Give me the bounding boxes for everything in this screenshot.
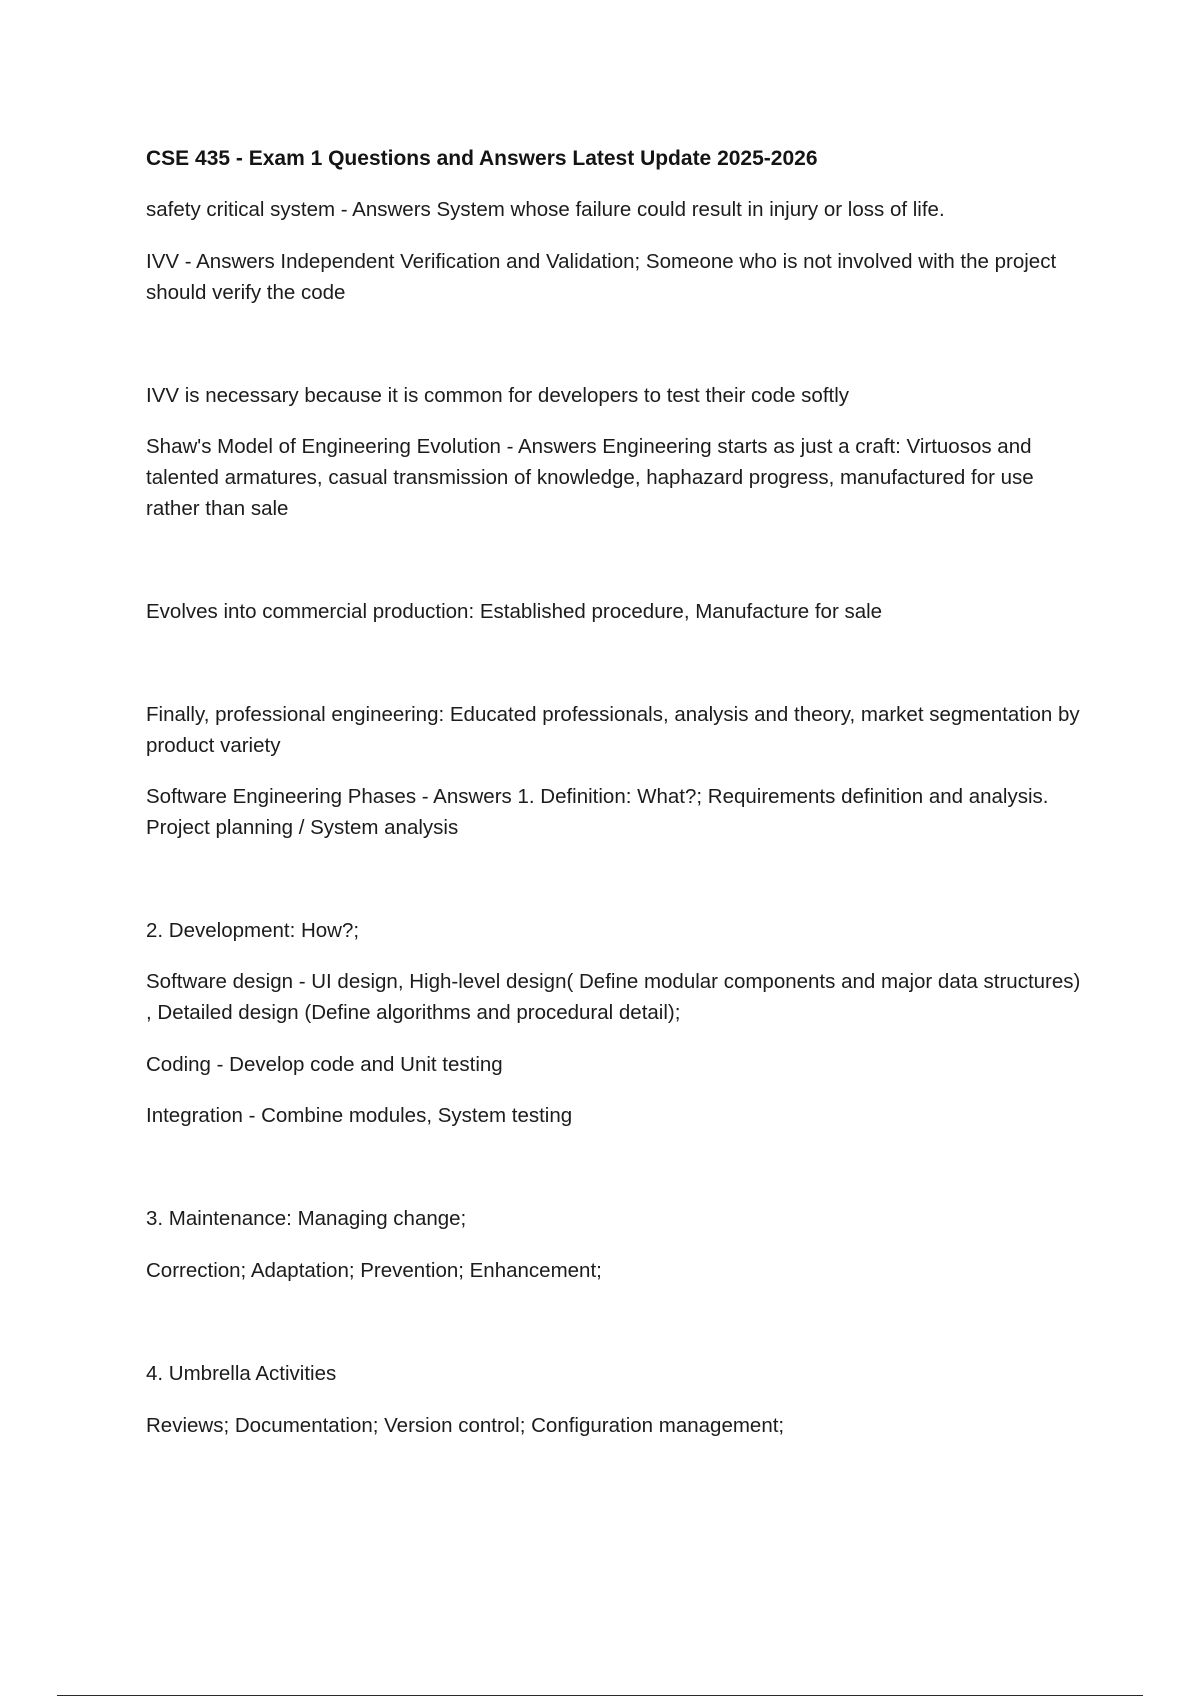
paragraph-ivv-necessity: IVV is necessary because it is common for developers to test their code softly <box>146 384 850 407</box>
paragraph-umbrella-activities: 4. Umbrella Activities <box>146 1362 337 1385</box>
document-title: CSE 435 - Exam 1 Questions and Answers Latest Update 2025-2026 <box>146 147 818 170</box>
paragraph-software-engineering-phases: Software Engineering Phases - Answers 1. Definition: What?; Requirements definition and analysis. Project planning / System analysis <box>146 785 1049 839</box>
paragraph-umbrella-items: Reviews; Documentation; Version control; Configuration management; <box>146 1414 785 1437</box>
paragraph-coding: Coding - Develop code and Unit testing <box>146 1053 503 1076</box>
paragraph-ivv-definition: IVV - Answers Independent Verification and Validation; Someone who is not involved with the project should verify the code <box>146 250 1057 304</box>
paragraph-safety-critical-system: safety critical system - Answers System whose failure could result in injury or loss of life. <box>146 198 945 221</box>
paragraph-integration: Integration - Combine modules, System testing <box>146 1104 573 1127</box>
paragraph-development: 2. Development: How?; <box>146 919 360 942</box>
paragraph-maintenance-types: Correction; Adaptation; Prevention; Enhancement; <box>146 1259 602 1282</box>
footer-divider <box>57 1695 1143 1696</box>
paragraph-shaws-model: Shaw's Model of Engineering Evolution - Answers Engineering starts as just a craft: Virtuosos and talented armatures, casual transmission of knowledge, haphazard progress, manufactured for use rather than sale <box>146 435 1034 520</box>
paragraph-commercial-production: Evolves into commercial production: Established procedure, Manufacture for sale <box>146 600 883 623</box>
paragraph-maintenance: 3. Maintenance: Managing change; <box>146 1207 467 1230</box>
paragraph-professional-engineering: Finally, professional engineering: Educated professionals, analysis and theory, market segmentation by product variety <box>146 703 1080 757</box>
paragraph-software-design: Software design - UI design, High-level design( Define modular components and major data structures) , Detailed design (Define algorithms and procedural detail); <box>146 970 1081 1024</box>
